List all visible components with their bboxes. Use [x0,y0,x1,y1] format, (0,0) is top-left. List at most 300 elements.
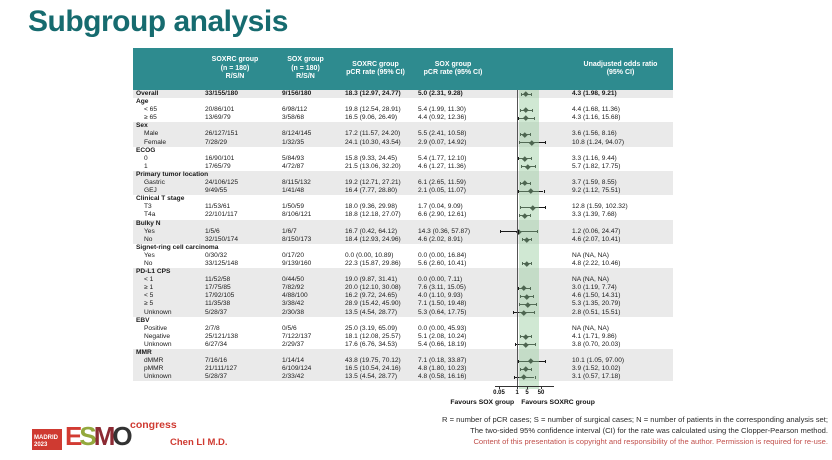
cell-subgroup: Female [144,138,166,146]
forest-ci-cap [535,165,536,168]
cell-pcr-sox: 2.9 (0.07, 14.92) [418,138,467,146]
cell-rsn-soxrc: 5/28/37 [205,308,227,316]
cell-pcr-sox: 4.6 (2.02, 8.91) [418,235,463,243]
cell-rsn-soxrc: 6/27/34 [205,340,227,348]
forest-ci-cap [544,190,545,193]
cell-rsn-sox: 8/124/145 [282,130,312,138]
cell-odds-ratio: 3.3 (1.16, 9.44) [572,154,617,162]
forest-ci-cap [520,182,521,185]
cell-pcr-sox: 0.0 (0.00, 45.93) [418,324,467,332]
table-row [133,187,673,195]
cell-rsn-soxrc: 22/101/117 [205,211,238,219]
cell-pcr-sox: 1.7 (0.04, 9.09) [418,203,463,211]
cell-rsn-sox: 6/109/124 [282,365,312,373]
cell-forest [493,276,568,284]
cell-odds-ratio: 12.8 (1.59, 102.32) [572,203,628,211]
cell-forest [493,179,568,187]
cell-subgroup: Negative [144,332,171,340]
cell-subgroup: 1 [144,162,148,170]
cell-forest [493,236,568,244]
cell-pcr-sox: 7.1 (0.18, 33.87) [418,357,467,365]
cell-pcr-soxrc: 20.0 (12.10, 30.08) [345,284,401,292]
group-header-row [133,244,673,252]
cell-forest [493,171,568,179]
group-header-row [133,195,673,203]
cell-pcr-soxrc [338,220,413,228]
table-body [133,90,673,381]
forest-point [524,237,529,242]
cell-rsn-soxrc: 17/65/79 [205,162,231,170]
cell-rsn-soxrc: 33/125/148 [205,259,239,267]
cell-subgroup: MMR [136,349,152,356]
forest-ci-cap [531,262,532,265]
cell-subgroup: 0 [144,154,148,162]
column-header-odds-ratio [568,48,673,90]
cell-subgroup: Overall [136,90,159,97]
cell-rsn-soxrc: 33/155/180 [205,90,239,97]
cell-subgroup: Clinical T stage [136,195,185,203]
column-header-line: Unadjusted odds ratio [583,60,658,68]
table-row [133,341,673,349]
x-axis-tick [527,386,528,389]
table-row [133,325,673,333]
cell-odds-ratio: 5.7 (1.82, 17.75) [572,162,621,170]
cell-forest [493,252,568,260]
cell-subgroup: Primary tumor location [136,170,209,178]
esmo-letter: M [93,421,113,451]
footnote-copyright: Content of this presentation is copyright and responsibility of the author. Permission is required for re-use. [473,437,828,446]
cell-forest [493,268,568,276]
cell-pcr-soxrc: 19.8 (12.54, 28.91) [345,106,401,114]
forest-ci-cap [530,214,531,217]
cell-rsn-sox [273,147,338,155]
cell-forest [493,155,568,163]
forest-ci-cap [513,311,514,314]
cell-odds-ratio: 3.7 (1.59, 8.55) [572,179,617,187]
footnotes [442,415,828,448]
favours-left-label: Favours SOX group [450,399,515,407]
cell-odds-ratio [568,122,673,130]
table-row [133,284,673,292]
group-header-row [133,268,673,276]
cell-odds-ratio: 3.1 (0.57, 17.18) [572,373,621,381]
cell-forest [493,244,568,252]
table-row [133,300,673,308]
cell-forest [493,187,568,195]
cell-forest [493,333,568,341]
forest-ci-cap [531,93,532,96]
footnote-method: The two-sided 95% confidence interval (CI) for the rate was calculated using the Clopper-Pearson method. [470,425,828,435]
cell-odds-ratio: 3.9 (1.52, 10.02) [572,365,621,373]
cell-pcr-soxrc: 18.0 (9.36, 29.98) [345,203,398,211]
cell-rsn-soxrc [197,122,273,130]
cell-odds-ratio: NA (NA, NA) [572,251,610,259]
cell-rsn-sox: 8/150/173 [282,235,312,243]
esmo-wordmark [65,421,130,451]
forest-ci-cap [522,262,523,265]
cell-forest [493,317,568,325]
cell-odds-ratio [568,98,673,106]
forest-point [522,156,527,161]
cell-pcr-soxrc: 15.8 (9.33, 24.45) [345,154,398,162]
forest-ci-cap [515,343,516,346]
cell-rsn-sox [273,195,338,203]
forest-ci-cap [520,133,521,136]
cell-odds-ratio [568,220,673,228]
cell-rsn-soxrc: 1/5/6 [205,227,220,235]
cell-rsn-sox [273,122,338,130]
table-row [133,114,673,122]
cell-odds-ratio: 3.0 (1.19, 7.74) [572,284,617,292]
table-row [133,228,673,236]
forest-ci-cap [520,206,521,209]
forest-point [523,342,528,347]
forest-ci-cap [545,206,546,209]
forest-ci-cap [530,182,531,185]
cell-subgroup: Positive [144,324,168,332]
forest-ci-cap [532,109,533,112]
cell-forest [493,220,568,228]
cell-odds-ratio: 4.1 (1.71, 9.86) [572,332,617,340]
cell-forest [493,309,568,317]
column-header-line: SOX group [434,60,472,68]
forest-ci-cap [534,311,535,314]
forest-point [523,334,528,339]
cell-odds-ratio [568,268,673,276]
cell-pcr-soxrc: 16.5 (9.06, 26.49) [345,114,398,122]
column-header-forest [493,48,568,90]
cell-rsn-soxrc: 0/30/32 [205,251,227,259]
cell-rsn-soxrc [197,195,273,203]
cell-odds-ratio: 5.3 (1.35, 20.79) [572,300,621,308]
cell-subgroup: Yes [144,251,155,259]
x-axis-tick [517,386,518,389]
cell-rsn-sox: 0/5/6 [282,324,297,332]
slide-title: Subgroup analysis [28,5,288,38]
cell-pcr-sox: 7.1 (1.50, 19.48) [418,300,467,308]
cell-forest [493,341,568,349]
forest-ci-cap [500,230,501,233]
x-axis-tick-label: 0.05 [493,390,505,397]
cell-odds-ratio: 10.8 (1.24, 94.07) [572,138,625,146]
cell-subgroup: < 65 [144,106,158,114]
cell-pcr-soxrc: 16.4 (7.77, 28.80) [345,187,398,195]
cell-rsn-sox [273,220,338,228]
cell-rsn-soxrc: 16/90/101 [205,154,235,162]
cell-rsn-soxrc [197,317,273,325]
cell-pcr-sox: 6.1 (2.65, 11.59) [418,179,466,187]
cell-pcr-sox [413,171,493,179]
table-row [133,139,673,147]
cell-odds-ratio: 10.1 (1.05, 97.00) [572,357,625,365]
cell-forest [493,292,568,300]
forest-ci-cap [520,295,521,298]
forest-ci-cap [520,109,521,112]
cell-pcr-soxrc [338,98,413,106]
table-row [133,292,673,300]
column-header-line: pCR rate (95% CI) [423,69,483,76]
table-row [133,236,673,244]
column-header-line: SOX group [287,56,324,64]
subgroup-block [133,98,673,122]
cell-rsn-sox: 8/106/121 [282,211,312,219]
forest-ci-cap [545,360,546,363]
cell-subgroup: Male [144,130,159,138]
favours-right-label: Favours SOXRC group [521,399,595,407]
cell-rsn-sox [273,244,338,252]
cell-rsn-soxrc [197,268,273,276]
cell-pcr-soxrc: 18.3 (12.97, 24.77) [345,90,401,97]
x-axis-line [495,386,554,387]
cell-subgroup: Unknown [144,373,172,381]
forest-ci-cap [518,157,519,160]
x-axis-tick-label: 1 [515,390,519,397]
subgroup-block [133,349,673,381]
cell-forest [493,284,568,292]
cell-rsn-soxrc: 5/28/37 [205,373,227,381]
cell-odds-ratio: 9.2 (1.12, 75.51) [572,187,621,195]
cell-rsn-sox: 3/38/42 [282,300,304,308]
group-header-row [133,147,673,155]
cell-forest [493,260,568,268]
forest-ci-cap [531,335,532,338]
forest-ci-cap [519,303,520,306]
cell-odds-ratio: 4.8 (2.22, 10.46) [572,259,621,267]
cell-rsn-sox: 2/33/42 [282,373,304,381]
cell-subgroup: T4a [144,211,156,219]
forest-point [522,132,527,137]
cell-pcr-soxrc [338,317,413,325]
cell-pcr-soxrc: 28.9 (15.42, 45.90) [345,300,401,308]
forest-point [528,189,533,194]
cell-subgroup: ECOG [136,146,156,154]
cell-forest [493,195,568,203]
x-axis-tick [541,386,542,389]
forest-ci-cap [518,287,519,290]
cell-pcr-soxrc [338,171,413,179]
cell-pcr-sox [413,98,493,106]
cell-rsn-sox: 6/98/112 [282,106,308,114]
cell-subgroup: Gastric [144,179,165,187]
cell-forest [493,357,568,365]
table-row [133,106,673,114]
cell-pcr-soxrc: 17.2 (11.57, 24.20) [345,130,401,138]
forest-ci-cap [522,238,523,241]
cell-forest [493,147,568,155]
x-axis-tick-label: 5 [525,390,529,397]
cell-subgroup: Bulky N [136,219,161,227]
cell-subgroup: dMMR [144,357,164,365]
cell-rsn-soxrc: 21/111/127 [205,365,238,373]
cell-pcr-sox [413,244,493,252]
forest-ci-cap [530,133,531,136]
column-header-pcr-soxrc [338,48,413,90]
cell-pcr-sox: 4.4 (0.92, 12.36) [418,114,467,122]
cell-forest [493,325,568,333]
cell-forest [493,373,568,381]
cell-forest [493,139,568,147]
cell-subgroup: Unknown [144,340,172,348]
table-row [133,203,673,211]
cell-rsn-soxrc: 17/75/85 [205,284,231,292]
forest-ci-cap [520,335,521,338]
cell-subgroup: GEJ [144,187,157,195]
forest-point [525,164,530,169]
table-row [133,90,673,98]
cell-rsn-soxrc: 32/150/174 [205,235,239,243]
cell-pcr-soxrc [338,122,413,130]
cell-pcr-soxrc: 16.2 (9.72, 24.65) [345,292,398,300]
cell-odds-ratio: NA (NA, NA) [572,324,610,332]
cell-pcr-sox: 2.1 (0.05, 11.07) [418,187,466,195]
cell-rsn-sox: 1/50/59 [282,203,304,211]
cell-rsn-sox: 7/122/137 [282,332,312,340]
table-row [133,130,673,138]
cell-subgroup: Sex [136,122,148,130]
forest-point [522,375,527,380]
forest-ci-cap [531,238,532,241]
cell-subgroup: No [144,235,153,243]
cell-pcr-sox: 5.4 (1.99, 11.30) [418,106,466,114]
cell-pcr-soxrc: 21.5 (13.06, 32.20) [345,162,401,170]
group-header-row [133,317,673,325]
cell-rsn-sox: 2/29/37 [282,340,304,348]
cell-rsn-soxrc: 7/16/16 [205,357,227,365]
subgroup-block [133,122,673,146]
cell-pcr-sox: 4.0 (1.10, 9.93) [418,292,463,300]
cell-pcr-soxrc: 16.5 (10.54, 24.16) [345,365,401,373]
forest-point [523,180,528,185]
forest-ci-cap [531,157,532,160]
cell-pcr-sox: 6.6 (2.90, 12.61) [418,211,467,219]
cell-subgroup: Signet-ring cell carcinoma [136,243,219,251]
group-header-row [133,349,673,357]
cell-rsn-sox: 1/32/35 [282,138,304,146]
cell-odds-ratio: 1.2 (0.06, 24.47) [572,227,621,235]
forest-point [524,261,529,266]
madrid-2023-badge [32,429,62,450]
cell-subgroup: < 5 [144,292,154,300]
cell-rsn-sox [273,349,338,357]
cell-pcr-sox [413,317,493,325]
forest-ci-cap [514,376,515,379]
forest-point [524,91,529,96]
cell-rsn-sox: 0/17/20 [282,251,304,259]
x-axis-tick-label: 50 [537,390,545,397]
cell-odds-ratio: 4.4 (1.68, 11.36) [572,106,620,114]
cell-forest [493,211,568,219]
cell-rsn-soxrc: 9/49/55 [205,187,227,195]
forest-ci-cap [518,360,519,363]
cell-pcr-sox: 4.8 (1.80, 10.23) [418,365,467,373]
subgroup-block [133,90,673,98]
cell-subgroup: PD-L1 CPS [136,268,171,276]
cell-pcr-sox [413,147,493,155]
forest-ci-cap [537,230,538,233]
cell-rsn-sox: 7/82/92 [282,284,304,292]
presenter-name: Chen LI M.D. [170,437,228,448]
table-header-row [133,48,673,90]
forest-ci-cap [535,376,536,379]
cell-rsn-sox: 1/6/7 [282,227,297,235]
cell-subgroup: No [144,259,153,267]
subgroup-block [133,147,673,171]
cell-forest [493,349,568,357]
cell-pcr-soxrc: 43.8 (19.75, 70.12) [345,357,401,365]
cell-pcr-sox: 4.8 (0.58, 16.16) [418,373,467,381]
forest-ci-cap [521,165,522,168]
table-row [133,333,673,341]
cell-subgroup: Age [136,98,149,106]
cell-pcr-sox: 5.4 (1.77, 12.10) [418,154,467,162]
cell-rsn-sox: 3/58/68 [282,114,304,122]
cell-odds-ratio [568,317,673,325]
forest-ci-cap [535,343,536,346]
cell-forest [493,365,568,373]
cell-odds-ratio: 3.8 (0.70, 20.03) [572,340,621,348]
cell-rsn-sox [273,98,338,106]
column-header-pcr-sox [413,48,493,90]
cell-pcr-sox: 5.3 (0.64, 17.75) [418,308,467,316]
forest-ci-cap [536,303,537,306]
forest-point [524,116,529,121]
cell-odds-ratio: 3.3 (1.39, 7.68) [572,211,617,219]
cell-pcr-sox: 5.4 (0.66, 18.19) [418,340,467,348]
table-row [133,211,673,219]
cell-pcr-sox: 4.6 (1.27, 11.36) [418,162,466,170]
group-header-row [133,122,673,130]
column-header-line: (95% CI) [606,69,635,76]
forest-ci-cap [520,368,521,371]
forest-ci-cap [545,141,546,144]
cell-odds-ratio [568,244,673,252]
cell-pcr-soxrc [338,349,413,357]
table-row [133,276,673,284]
cell-pcr-sox [413,122,493,130]
forest-point [521,310,526,315]
cell-pcr-soxrc: 22.3 (15.87, 29.86) [345,259,401,267]
cell-subgroup: ≥ 5 [144,300,154,308]
subgroup-block [133,268,673,317]
cell-rsn-sox: 1/41/48 [282,187,304,195]
column-header-line: pCR rate (95% CI) [346,69,405,76]
cell-rsn-sox [273,171,338,179]
table-row [133,365,673,373]
cell-rsn-soxrc [197,98,273,106]
table-row [133,357,673,365]
cell-pcr-soxrc: 18.1 (12.08, 25.57) [345,332,401,340]
cell-odds-ratio [568,147,673,155]
forest-ci-cap [519,141,520,144]
cell-subgroup: ≥ 1 [144,284,154,292]
cell-forest [493,163,568,171]
group-header-row [133,98,673,106]
cell-subgroup: Unknown [144,308,172,316]
footnote-definitions: R = number of pCR cases; S = number of surgical cases; N = number of patients in the corresponding analysis set; [442,415,828,424]
cell-pcr-sox [413,268,493,276]
cell-odds-ratio: NA (NA, NA) [572,276,610,284]
forest-point [523,367,528,372]
cell-pcr-sox [413,195,493,203]
column-header-rsn-soxrc [197,48,273,90]
subgroup-block [133,195,673,219]
cell-pcr-soxrc [338,268,413,276]
forest-ci-cap [518,117,519,120]
cell-rsn-sox: 5/84/93 [282,154,304,162]
forest-ci-cap [531,368,532,371]
cell-rsn-sox: 1/14/14 [282,357,304,365]
forest-point [529,140,534,145]
